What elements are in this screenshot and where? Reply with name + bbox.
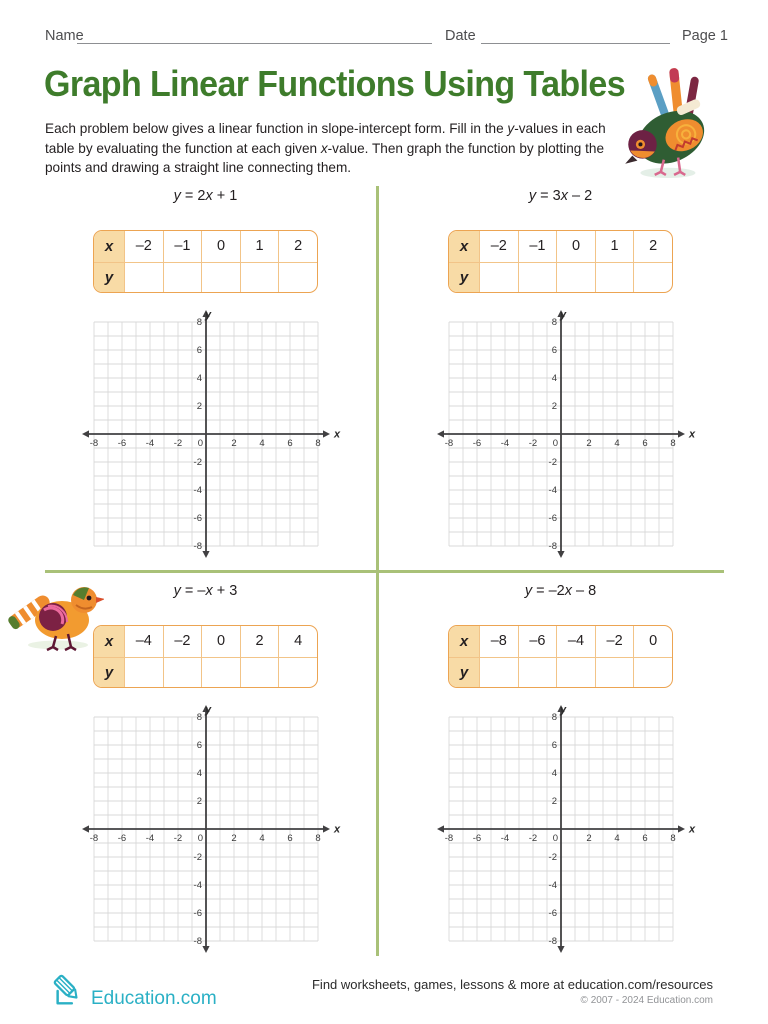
x-value-cell: –4 <box>124 626 163 657</box>
y-value-cell[interactable] <box>556 657 595 688</box>
svg-text:-8: -8 <box>89 438 99 449</box>
table-row-header-y: y <box>94 262 124 293</box>
svg-text:8: 8 <box>315 438 321 449</box>
folk-bird-icon <box>4 572 104 652</box>
svg-text:0: 0 <box>197 438 203 449</box>
problem-1 <box>89 188 341 556</box>
name-blank-line[interactable] <box>77 30 432 44</box>
table-row-header-x: x <box>94 626 124 657</box>
svg-text:-8: -8 <box>548 541 557 553</box>
svg-text:6: 6 <box>642 438 648 449</box>
y-value-cell[interactable] <box>595 262 634 293</box>
svg-text:y: y <box>204 704 212 716</box>
svg-text:y: y <box>559 309 567 321</box>
svg-text:-4: -4 <box>500 438 510 449</box>
svg-text:-4: -4 <box>193 880 202 892</box>
y-value-cell[interactable] <box>518 657 557 688</box>
svg-text:-6: -6 <box>117 438 127 449</box>
svg-text:0: 0 <box>552 833 558 844</box>
svg-text:-2: -2 <box>173 833 183 844</box>
svg-text:-6: -6 <box>193 513 202 525</box>
svg-text:4: 4 <box>259 438 265 449</box>
x-value-cell: 1 <box>595 231 634 262</box>
y-value-cell[interactable] <box>201 262 240 293</box>
x-value-cell: –2 <box>595 626 634 657</box>
svg-text:-2: -2 <box>173 438 183 449</box>
svg-text:-6: -6 <box>472 438 482 449</box>
svg-text:-8: -8 <box>444 438 454 449</box>
svg-text:4: 4 <box>196 768 202 780</box>
x-value-cell: –8 <box>479 626 518 657</box>
x-value-cell: 0 <box>633 626 672 657</box>
x-value-cell: 0 <box>201 231 240 262</box>
x-value-cell: 2 <box>240 626 279 657</box>
svg-text:-6: -6 <box>548 908 557 920</box>
svg-text:-4: -4 <box>193 485 202 497</box>
y-value-cell[interactable] <box>201 657 240 688</box>
brand-name: Education.com <box>91 988 217 1009</box>
name-label: Name <box>45 28 84 44</box>
svg-text:4: 4 <box>614 438 620 449</box>
x-value-cell: 0 <box>201 626 240 657</box>
y-value-cell[interactable] <box>163 262 202 293</box>
svg-text:-4: -4 <box>548 485 557 497</box>
svg-text:-6: -6 <box>193 908 202 920</box>
svg-text:y: y <box>559 704 567 716</box>
svg-text:2: 2 <box>196 796 202 808</box>
svg-text:0: 0 <box>197 833 203 844</box>
svg-text:-2: -2 <box>528 438 538 449</box>
equation-label: y = –2x – 8 <box>524 583 597 599</box>
equation-label: y = 2x + 1 <box>173 188 238 204</box>
svg-text:2: 2 <box>586 833 592 844</box>
y-value-cell[interactable] <box>278 657 317 688</box>
x-value-cell: –6 <box>518 626 557 657</box>
svg-text:-2: -2 <box>528 833 538 844</box>
svg-text:6: 6 <box>642 833 648 844</box>
x-value-cell: –2 <box>124 231 163 262</box>
y-value-cell[interactable] <box>240 657 279 688</box>
svg-text:2: 2 <box>586 438 592 449</box>
x-value-cell: –1 <box>518 231 557 262</box>
svg-text:-2: -2 <box>548 852 557 864</box>
svg-text:-6: -6 <box>472 833 482 844</box>
y-value-cell[interactable] <box>124 262 163 293</box>
section-divider-horizontal <box>45 570 724 573</box>
values-table <box>448 230 673 293</box>
svg-text:6: 6 <box>551 345 557 357</box>
svg-text:y: y <box>204 309 212 321</box>
table-row-header-y: y <box>94 657 124 688</box>
svg-text:x: x <box>689 823 696 836</box>
equation-label: y = –x + 3 <box>173 583 238 599</box>
svg-text:8: 8 <box>551 712 557 724</box>
y-value-cell[interactable] <box>633 262 672 293</box>
table-row-header-y: y <box>449 657 479 688</box>
svg-text:6: 6 <box>196 740 202 752</box>
x-value-cell: 0 <box>556 231 595 262</box>
y-value-cell[interactable] <box>479 262 518 293</box>
values-table <box>93 230 318 293</box>
svg-text:-4: -4 <box>145 833 155 844</box>
x-value-cell: –1 <box>163 231 202 262</box>
instructions-text: Each problem below gives a linear function in slope-intercept form. Fill in the y-values in each table by evaluating the function at each given x-value. Then graph the function by plotting the points and drawing a straight line connecting them. <box>45 121 606 175</box>
y-value-cell[interactable] <box>518 262 557 293</box>
y-value-cell[interactable] <box>240 262 279 293</box>
svg-text:-8: -8 <box>444 833 454 844</box>
y-value-cell[interactable] <box>595 657 634 688</box>
svg-text:x: x <box>334 823 341 836</box>
y-value-cell[interactable] <box>278 262 317 293</box>
svg-text:6: 6 <box>287 438 293 449</box>
svg-text:2: 2 <box>551 796 557 808</box>
y-value-cell[interactable] <box>479 657 518 688</box>
problem-4 <box>444 583 696 951</box>
x-value-cell: –4 <box>556 626 595 657</box>
values-table <box>93 625 318 688</box>
svg-text:8: 8 <box>196 317 202 329</box>
y-value-cell[interactable] <box>124 657 163 688</box>
svg-text:-4: -4 <box>145 438 155 449</box>
coordinate-grid <box>82 704 341 951</box>
svg-text:-2: -2 <box>193 852 202 864</box>
svg-text:6: 6 <box>287 833 293 844</box>
svg-text:4: 4 <box>259 833 265 844</box>
x-value-cell: –2 <box>479 231 518 262</box>
svg-text:-2: -2 <box>193 457 202 469</box>
svg-text:0: 0 <box>552 438 558 449</box>
x-value-cell: 4 <box>278 626 317 657</box>
svg-text:4: 4 <box>196 373 202 385</box>
svg-text:x: x <box>334 428 341 441</box>
y-value-cell[interactable] <box>556 262 595 293</box>
folk-bird-icon <box>625 66 717 180</box>
coordinate-grid <box>437 309 696 556</box>
svg-text:-8: -8 <box>548 936 557 948</box>
svg-text:-6: -6 <box>548 513 557 525</box>
date-blank-line[interactable] <box>481 30 670 44</box>
coordinate-grid <box>82 309 341 556</box>
page-number-label: Page 1 <box>682 28 728 44</box>
svg-text:-4: -4 <box>500 833 510 844</box>
problem-3 <box>89 583 341 951</box>
x-value-cell: –2 <box>163 626 202 657</box>
pencil-logo-icon <box>50 973 88 1009</box>
svg-text:8: 8 <box>670 833 676 844</box>
svg-text:4: 4 <box>614 833 620 844</box>
footer-tagline: Find worksheets, games, lessons & more at education.com/resources <box>311 977 713 992</box>
svg-text:-2: -2 <box>548 457 557 469</box>
svg-text:x: x <box>689 428 696 441</box>
svg-text:2: 2 <box>196 401 202 413</box>
table-row-header-x: x <box>94 231 124 262</box>
footer-copyright: © 2007 - 2024 Education.com <box>580 995 713 1006</box>
svg-text:6: 6 <box>196 345 202 357</box>
svg-text:8: 8 <box>196 712 202 724</box>
worksheet-title: Graph Linear Functions Using Tables <box>44 64 626 105</box>
y-value-cell[interactable] <box>633 657 672 688</box>
svg-text:8: 8 <box>670 438 676 449</box>
svg-text:-8: -8 <box>193 541 202 553</box>
svg-text:-8: -8 <box>193 936 202 948</box>
svg-text:4: 4 <box>551 373 557 385</box>
table-row-header-x: x <box>449 231 479 262</box>
svg-text:2: 2 <box>551 401 557 413</box>
svg-text:-6: -6 <box>117 833 127 844</box>
equation-label: y = 3x – 2 <box>528 188 593 204</box>
x-value-cell: 2 <box>278 231 317 262</box>
problem-2 <box>444 188 696 556</box>
svg-text:2: 2 <box>231 438 237 449</box>
coordinate-grid <box>437 704 696 951</box>
x-value-cell: 1 <box>240 231 279 262</box>
y-value-cell[interactable] <box>163 657 202 688</box>
x-value-cell: 2 <box>633 231 672 262</box>
svg-text:-8: -8 <box>89 833 99 844</box>
svg-text:-4: -4 <box>548 880 557 892</box>
table-row-header-y: y <box>449 262 479 293</box>
table-row-header-x: x <box>449 626 479 657</box>
values-table <box>448 625 673 688</box>
svg-text:2: 2 <box>231 833 237 844</box>
svg-text:6: 6 <box>551 740 557 752</box>
svg-text:4: 4 <box>551 768 557 780</box>
svg-text:8: 8 <box>315 833 321 844</box>
svg-text:8: 8 <box>551 317 557 329</box>
date-label: Date <box>445 28 476 44</box>
